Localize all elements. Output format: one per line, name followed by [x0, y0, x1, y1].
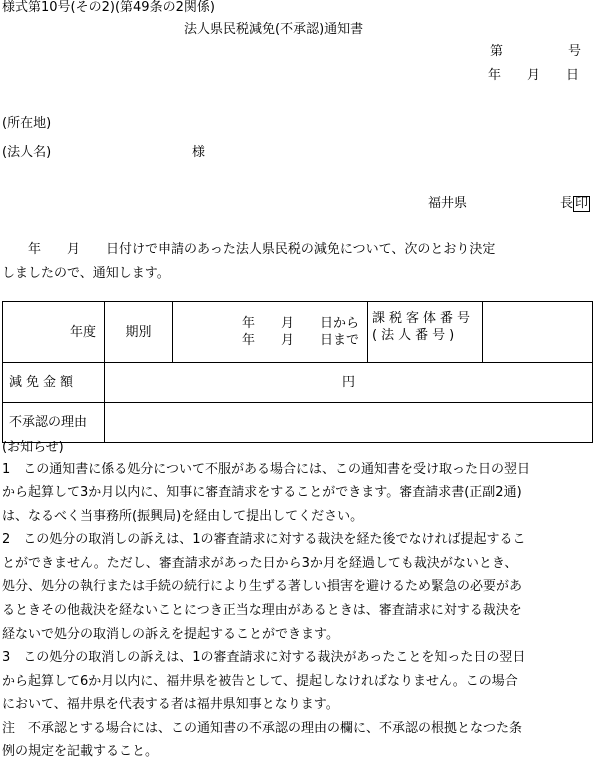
taxpayer-number-label-1: 課税客体番号 — [372, 311, 475, 326]
issuer-prefecture: 福井県 — [428, 196, 468, 211]
seal-mark: 印 — [575, 196, 589, 211]
notice-line: は、なるべく当事務所(振興局)を経由して提出してください。 — [2, 509, 364, 524]
notice-line: 経ないで処分の取消しの訴えを提起することができます。 — [2, 627, 339, 642]
document-number-label: 第 号 — [490, 44, 582, 59]
document-title: 法人県民税減免(不承認)通知書 — [184, 22, 364, 37]
notice-line: 2 この処分の取消しの訴えは、1の審査請求に対する裁決を経た後でなければ提起するこ — [2, 532, 526, 547]
period-label-cell: 期別 — [105, 302, 173, 363]
notice-line: において、福井県を代表する者は福井県知事となります。 — [2, 697, 339, 712]
notice-line: とができません。ただし、審査請求があった日から3か月を経過しても裁決がないとき、 — [2, 556, 518, 571]
notice-line: るときその他裁決を経ないことにつき正当な理由があるときは、審査請求に対する裁決を — [2, 603, 522, 618]
notice-line: 例の規定を記載すること。 — [2, 744, 159, 759]
fiscal-year-cell: 年度 — [3, 302, 105, 363]
address-label: (所在地) — [2, 116, 52, 131]
rejection-reason-row — [3, 403, 593, 443]
notice-line: 1 この通知書に係る処分について不服がある場合には、この通知書を受け取った日の翌日 — [2, 462, 531, 477]
notice-line: から起算して3か月以内に、知事に審査請求をすることができます。審査請求書(正副2通) — [2, 485, 522, 500]
notice-line: 3 この処分の取消しの訴えは、1の審査請求に対する裁決があったことを知った日の翌日 — [2, 650, 526, 665]
notice-line: 注 不承認とする場合には、この通知書の不承認の理由の欄に、不承認の根拠となつた条 — [2, 721, 523, 736]
honorific: 様 — [192, 145, 206, 160]
body-line-2: しましたので、通知します。 — [2, 266, 170, 281]
taxpayer-number-label-2: (法人番号) — [372, 328, 459, 343]
issuer-title-text: 長 — [560, 196, 574, 211]
company-name-label: (法人名) — [2, 145, 52, 160]
rejection-reason-label: 不承認の理由 — [3, 403, 105, 443]
period-range-cell — [173, 302, 368, 363]
body-line-1: 年 月 日付けで申請のあった法人県民税の減免について、次のとおり決定 — [2, 242, 496, 257]
form-number: 様式第10号(その2)(第49条の2関係) — [2, 0, 215, 15]
exemption-amount-label: 減免金額 — [3, 363, 105, 403]
exemption-amount-row — [3, 363, 593, 403]
issuer-title — [560, 196, 590, 212]
exemption-amount-yen: 円 — [105, 363, 593, 403]
rejection-reason-value — [105, 403, 593, 443]
table-header-row — [3, 302, 593, 363]
taxpayer-number-label-cell — [368, 302, 483, 363]
taxpayer-number-value-cell — [483, 302, 593, 363]
notice-line: 処分、処分の執行または手続の続行により生ずる著しい損害を避けるため緊急の必要があ — [2, 579, 523, 594]
notice-heading: (お知らせ) — [2, 440, 64, 455]
period-to: 年 月 日まで — [241, 333, 359, 348]
period-from: 年 月 日から — [241, 316, 359, 331]
notice-line: から起算して6か月以内に、福井県を被告として、提起しなければなりません。この場合 — [2, 674, 518, 689]
document-date-label: 年 月 日 — [488, 68, 580, 83]
notice-table — [2, 301, 593, 443]
